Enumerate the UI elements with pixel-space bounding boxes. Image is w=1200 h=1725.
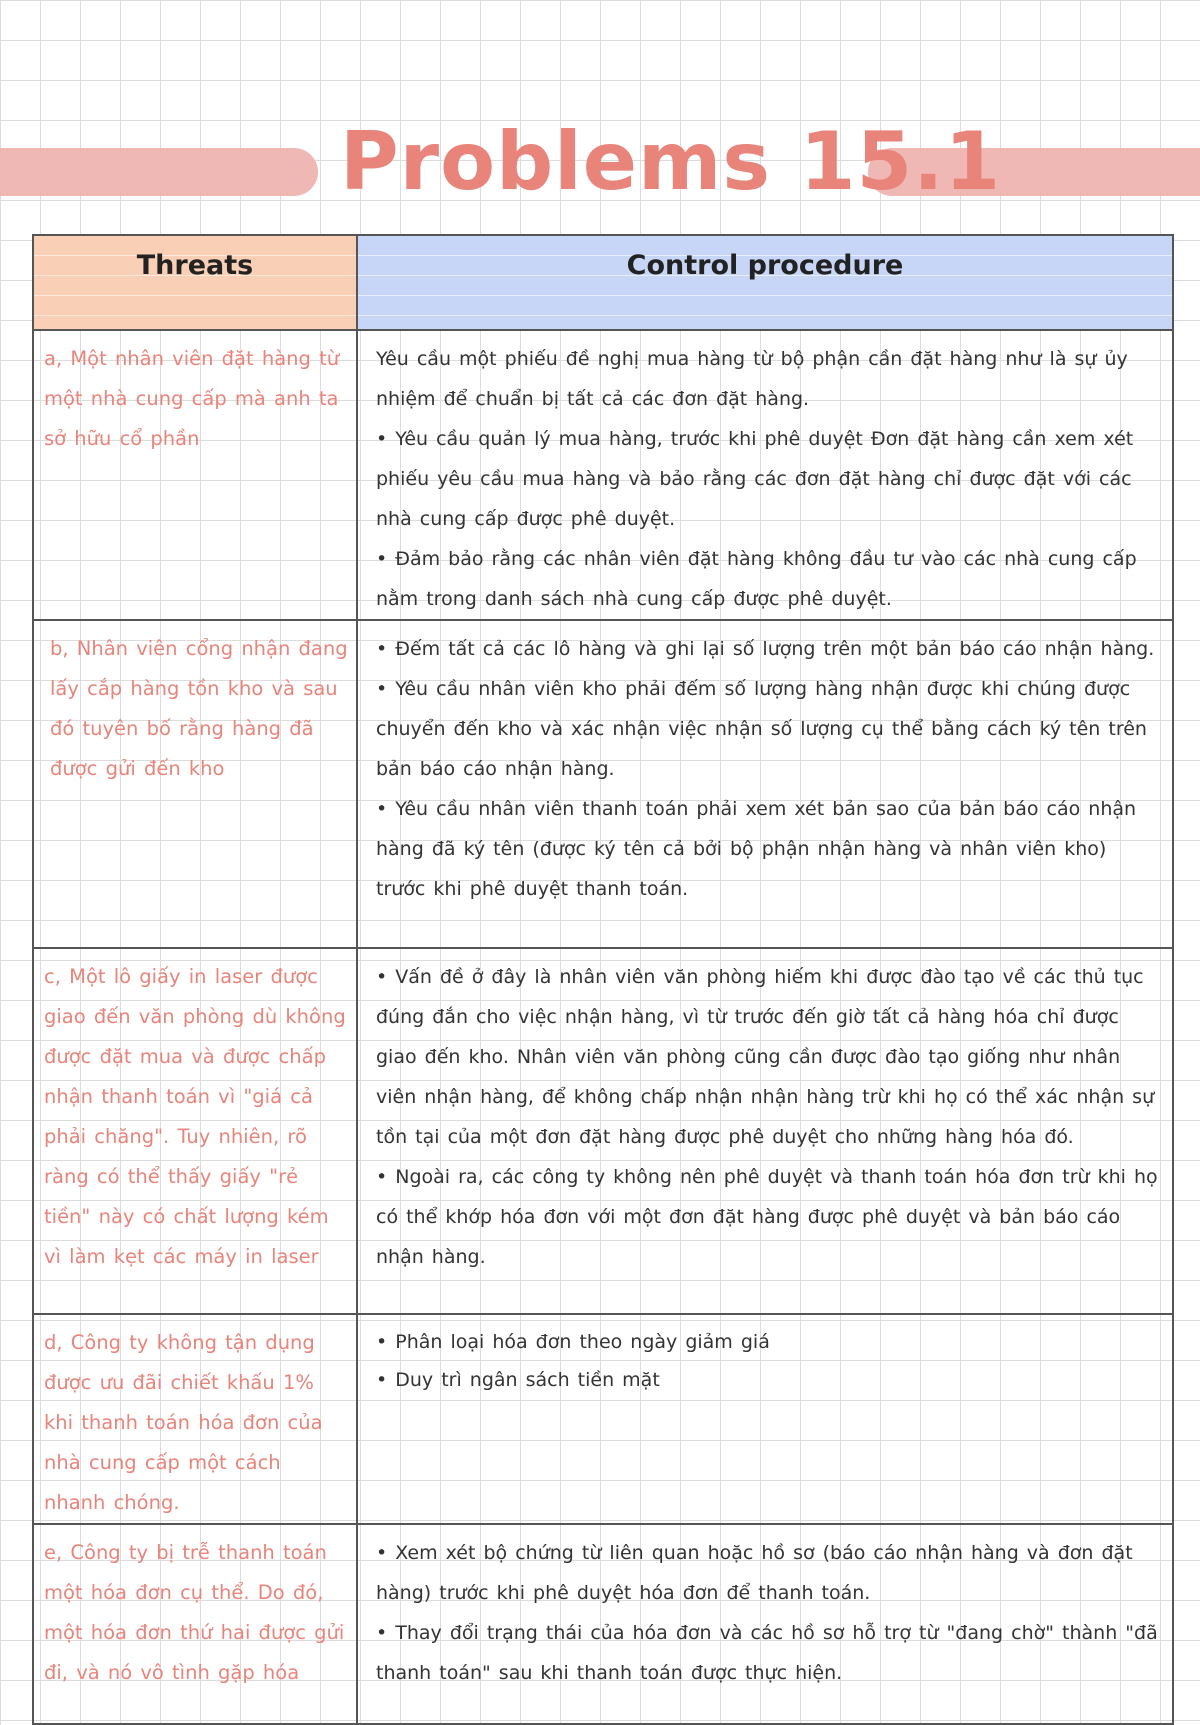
control-item: • Yêu cầu quản lý mua hàng, trước khi phê duyệt Đơn đặt hàng cần xem xét phiếu yêu cầu mua hàng và bảo rằng các đơn đặt hàng chỉ được đặt với các nhà cung cấp được phê duyệt. <box>376 428 1134 530</box>
threat-text: c, Một lô giấy in laser được giao đến văn phòng dù không được đặt mua và được chấp nhận thanh toán vì "giá cả phải chăng". Tuy nhiên, rõ ràng có thể thấy giấy "rẻ tiền" này có chất lượng kém vì làm kẹt các máy in laser <box>44 965 346 1268</box>
threat-cell <box>33 1314 357 1524</box>
control-item: • Yêu cầu nhân viên thanh toán phải xem xét bản sao của bản báo cáo nhận hàng đã ký tên (được ký tên cả bởi bộ phận nhận hàng và nhân viên kho) trước khi phê duyệt thanh toán. <box>376 798 1137 900</box>
threats-header: Threats <box>33 235 357 330</box>
threat-cell <box>33 620 357 948</box>
control-item: • Duy trì ngân sách tiền mặt <box>376 1369 660 1391</box>
threat-text: b, Nhân viên cổng nhận đang lấy cắp hàng tồn kho và sau đó tuyên bố rằng hàng đã được gửi đến kho <box>50 637 348 780</box>
title-bar-left <box>0 148 318 196</box>
control-procedure-header: Control procedure <box>357 235 1173 330</box>
table-row <box>33 948 1173 1314</box>
control-item: • Đếm tất cả các lô hàng và ghi lại số lượng trên một bản báo cáo nhận hàng. <box>376 638 1155 660</box>
threat-text: a, Một nhân viên đặt hàng từ một nhà cung cấp mà anh ta sở hữu cổ phần <box>44 347 340 450</box>
control-item: • Xem xét bộ chứng từ liên quan hoặc hồ sơ (báo cáo nhận hàng và đơn đặt hàng) trước khi phê duyệt hóa đơn để thanh toán. <box>376 1542 1133 1604</box>
table-row <box>33 330 1173 620</box>
table-header-row <box>33 235 1173 330</box>
threat-cell <box>33 948 357 1314</box>
control-item: • Yêu cầu nhân viên kho phải đếm số lượng hàng nhận được khi chúng được chuyển đến kho và xác nhận việc nhận số lượng cụ thể bằng cách ký tên trên bản báo cáo nhận hàng. <box>376 678 1147 780</box>
problems-table <box>32 234 1174 1725</box>
control-item: • Vấn đề ở đây là nhân viên văn phòng hiếm khi được đào tạo về các thủ tục đúng đắn cho việc nhận hàng, vì từ trước đến giờ tất cả hàng hóa chỉ được giao đến kho. Nhân viên văn phòng cũng cần được đào tạo giống như nhân viên nhận hàng, để không chấp nhận nhận hàng trừ khi họ có thể xác nhận sự tồn tại của một đơn đặt hàng được phê duyệt cho những hàng hóa đó. <box>376 966 1155 1148</box>
control-item: • Thay đổi trạng thái của hóa đơn và các hồ sơ hỗ trợ từ "đang chờ" thành "đã thanh toán" sau khi thanh toán được thực hiện. <box>376 1622 1158 1684</box>
control-item: • Phân loại hóa đơn theo ngày giảm giá <box>376 1331 770 1353</box>
page-title: Problems 15.1 <box>340 115 1002 208</box>
threat-text: e, Công ty bị trễ thanh toán một hóa đơn cụ thể. Do đó, một hóa đơn thứ hai được gửi đi, và nó vô tình gặp hóa <box>44 1541 345 1684</box>
control-cell <box>357 620 1173 948</box>
table-row <box>33 1524 1173 1724</box>
control-cell <box>357 948 1173 1314</box>
threat-text: d, Công ty không tận dụng được ưu đãi chiết khấu 1% khi thanh toán hóa đơn của nhà cung cấp một cách nhanh chóng. <box>44 1331 323 1514</box>
control-item: • Ngoài ra, các công ty không nên phê duyệt và thanh toán hóa đơn trừ khi họ có thể khớp hóa đơn với một đơn đặt hàng được phê duyệt và bản báo cáo nhận hàng. <box>376 1166 1158 1268</box>
control-cell <box>357 330 1173 620</box>
threat-cell <box>33 1524 357 1724</box>
control-cell <box>357 1314 1173 1524</box>
control-cell <box>357 1524 1173 1724</box>
control-item: • Đảm bảo rằng các nhân viên đặt hàng không đầu tư vào các nhà cung cấp nằm trong danh sách nhà cung cấp được phê duyệt. <box>376 548 1137 610</box>
table-row <box>33 1314 1173 1524</box>
control-item: Yêu cầu một phiếu đề nghị mua hàng từ bộ phận cần đặt hàng như là sự ủy nhiệm để chuẩn bị tất cả các đơn đặt hàng. <box>376 348 1128 410</box>
table-row <box>33 620 1173 948</box>
threat-cell <box>33 330 357 620</box>
